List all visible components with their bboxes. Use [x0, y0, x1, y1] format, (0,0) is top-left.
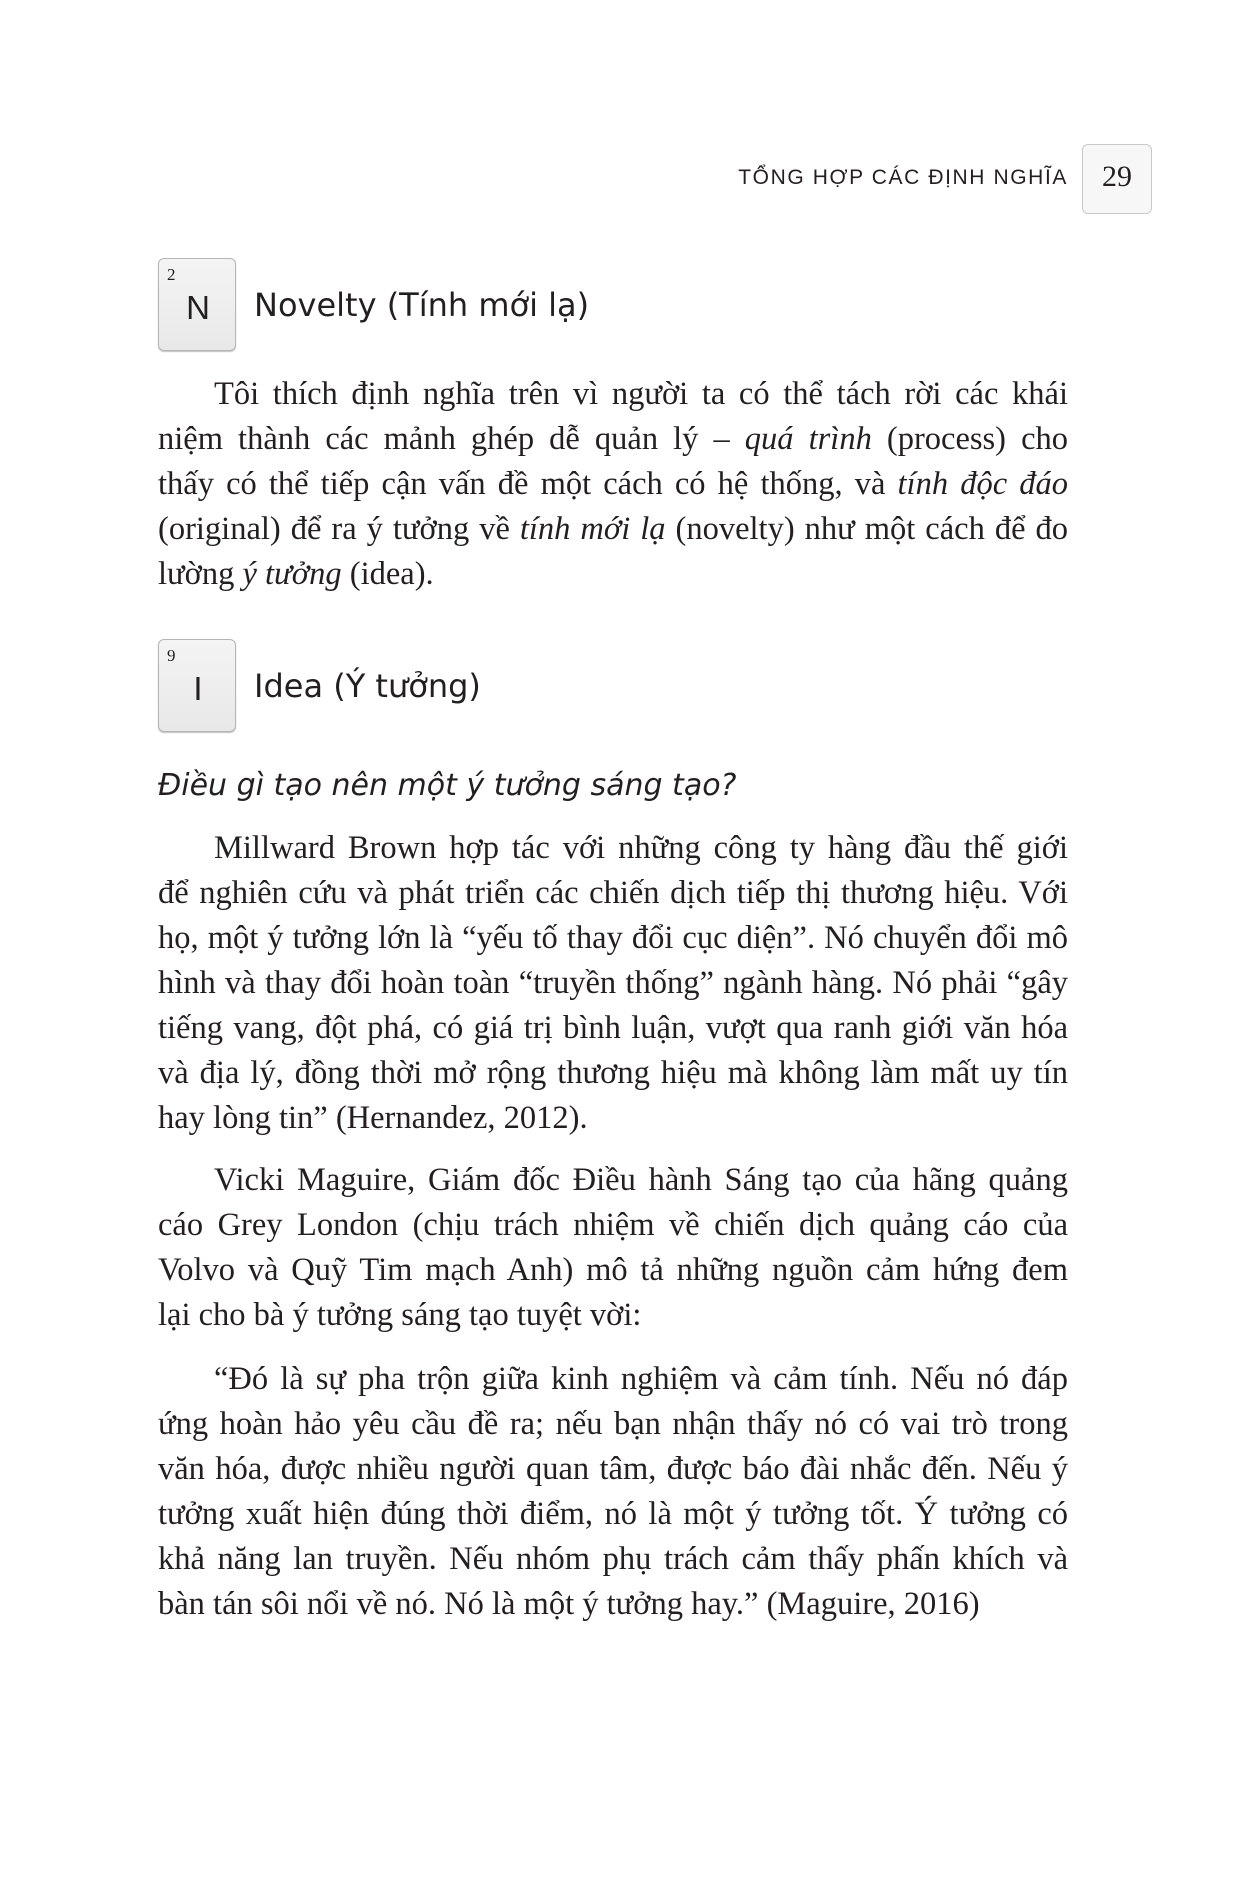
- text-line: (original) để ra ý tưởng về tính mới lạ (novelty) như một cách để đo: [158, 511, 1068, 547]
- key-letter: N: [186, 289, 210, 326]
- key-tile-n: [158, 258, 236, 351]
- text-line: cáo Grey London (chịu trách nhiệm về chiến dịch quảng cáo của: [158, 1207, 1068, 1243]
- text-line: để nghiên cứu và phát triển các chiến dịch tiếp thị thương hiệu. Với: [158, 875, 1068, 911]
- italic-term: quá trình: [744, 421, 872, 457]
- running-header: [700, 144, 1152, 216]
- section-heading-novelty: [158, 258, 1058, 353]
- section-title: Novelty (Tính mới lạ): [254, 286, 590, 324]
- text-line: Vicki Maguire, Giám đốc Điều hành Sáng tạo của hãng quảng: [214, 1162, 1068, 1198]
- text-line: lại cho bà ý tưởng sáng tạo tuyệt vời:: [158, 1297, 642, 1333]
- text-line: Volvo và Quỹ Tim mạch Anh) mô tả những nguồn cảm hứng đem: [158, 1252, 1068, 1288]
- text-line: tưởng xuất hiện đúng thời điểm, nó là một ý tưởng tốt. Ý tưởng có: [158, 1496, 1068, 1532]
- key-number: 9: [167, 646, 176, 665]
- text-line: và địa lý, đồng thời mở rộng thương hiệu mà không làm mất uy tín: [158, 1055, 1068, 1091]
- idea-paragraph-2: [158, 1158, 1068, 1338]
- text-line: hay lòng tin” (Hernandez, 2012).: [158, 1100, 588, 1136]
- text-line: tiếng vang, đột phá, có giá trị bình luận, vượt qua ranh giới văn hóa: [158, 1010, 1068, 1046]
- idea-paragraph-1: [158, 826, 1068, 1141]
- text-line: Millward Brown hợp tác với những công ty hàng đầu thế giới: [214, 830, 1068, 866]
- key-tile-i: [158, 639, 236, 732]
- italic-term: tính độc đáo: [897, 466, 1068, 502]
- italic-term: tính mới lạ: [519, 511, 666, 547]
- section-title: Idea (Ý tưởng): [254, 667, 481, 705]
- key-number: 2: [167, 265, 176, 284]
- running-title: TỔNG HỢP CÁC ĐỊNH NGHĨA: [738, 166, 1068, 189]
- novelty-paragraph: [158, 372, 1068, 597]
- text-line: khả năng lan truyền. Nếu nhóm phụ trách cảm thấy phấn khích và: [158, 1541, 1068, 1577]
- text-line: bàn tán sôi nổi về nó. Nó là một ý tưởng hay.” (Maguire, 2016): [158, 1586, 980, 1622]
- text-line: ứng hoàn hảo yêu cầu đề ra; nếu bạn nhận thấy nó có vai trò trong: [158, 1406, 1068, 1442]
- page-number: 29: [1082, 144, 1152, 214]
- key-letter: I: [193, 670, 203, 707]
- text-line: văn hóa, được nhiều người quan tâm, được báo đài nhắc đến. Nếu ý: [158, 1451, 1068, 1487]
- text-line: hình và thay đổi hoàn toàn “truyền thống” ngành hàng. Nó phải “gây: [158, 965, 1068, 1001]
- text-line: Tôi thích định nghĩa trên vì người ta có thể tách rời các khái: [214, 376, 1068, 412]
- text-line: niệm thành các mảnh ghép dễ quản lý – quá trình (process) cho: [158, 421, 1068, 457]
- idea-paragraph-3-quote: [158, 1357, 1068, 1627]
- text-line: “Đó là sự pha trộn giữa kinh nghiệm và cảm tính. Nếu nó đáp: [214, 1361, 1068, 1397]
- sub-heading: Điều gì tạo nên một ý tưởng sáng tạo?: [158, 768, 737, 803]
- text-line: họ, một ý tưởng lớn là “yếu tố thay đổi cục diện”. Nó chuyển đổi mô: [158, 920, 1068, 956]
- italic-term: ý tưởng: [242, 556, 342, 592]
- text-line: lường ý tưởng (idea).: [158, 556, 434, 592]
- section-heading-idea: [158, 639, 1058, 734]
- text-line: thấy có thể tiếp cận vấn đề một cách có hệ thống, và tính độc đáo: [158, 466, 1068, 502]
